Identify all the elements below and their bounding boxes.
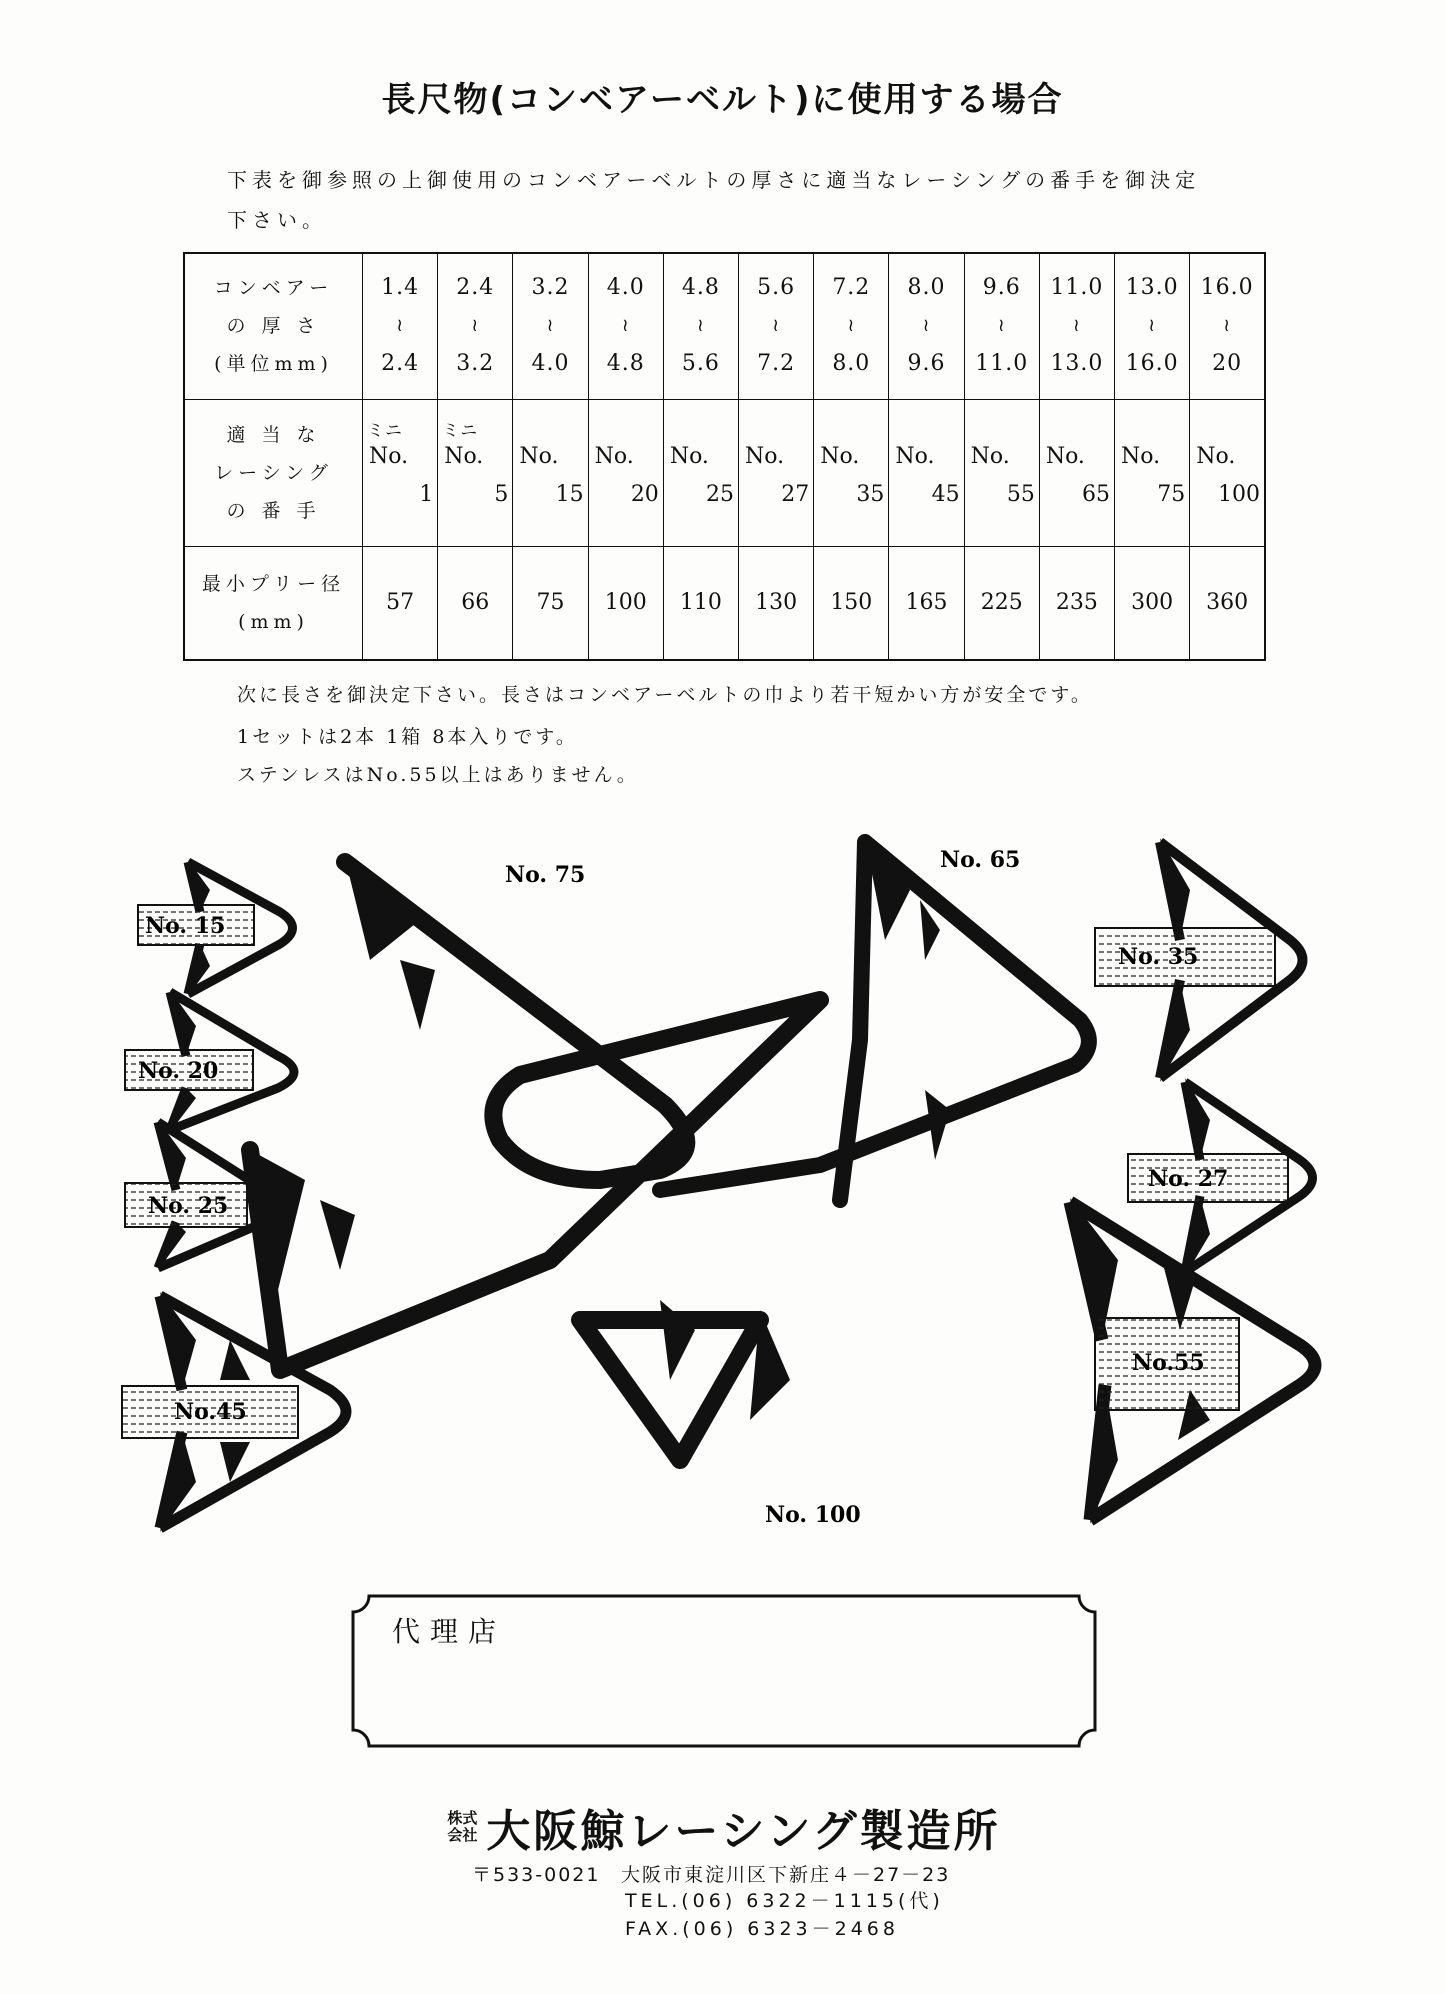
lacing-label-no55: No.55 xyxy=(1132,1350,1205,1376)
min-pulley-diameter: 235 xyxy=(1039,546,1114,660)
lacing-label-no27: No. 27 xyxy=(1148,1166,1229,1192)
lacing-number: 1 xyxy=(419,481,434,507)
thickness-header-line: の 厚 さ xyxy=(226,315,321,338)
thickness-from: 13.0 xyxy=(1125,275,1179,301)
lacing-no-prefix: No. xyxy=(369,443,409,469)
lacing-no-prefix: No. xyxy=(820,443,860,469)
lacing-label-no35: No. 35 xyxy=(1118,944,1199,970)
note-stainless: ステンレスはNo.55以上はありません。 xyxy=(237,764,639,786)
thickness-from: 16.0 xyxy=(1200,275,1254,301)
thickness-range-cell xyxy=(739,253,814,399)
thickness-to: 4.0 xyxy=(531,351,570,377)
lacing-number-box xyxy=(739,400,813,546)
lacing-number: 75 xyxy=(1157,481,1186,507)
lacing-mini: ミニ xyxy=(442,420,479,441)
min-pulley-diameter: 75 xyxy=(513,546,588,660)
range-tilde: ≀ xyxy=(396,315,404,337)
postal-code: 〒533-0021 xyxy=(472,1864,601,1886)
lacing-label-no45: No.45 xyxy=(174,1399,247,1425)
thickness-to: 5.6 xyxy=(681,351,720,377)
lacing-number-box xyxy=(1190,400,1264,546)
thickness-from: 4.8 xyxy=(681,275,720,301)
lacing-number-box xyxy=(363,400,437,546)
agent-label: 代理店 xyxy=(392,1615,507,1648)
thickness-to: 8.0 xyxy=(832,351,871,377)
thickness-range-cell xyxy=(964,253,1039,399)
min-pulley-diameter: 300 xyxy=(1115,546,1190,660)
thickness-from: 7.2 xyxy=(832,275,871,301)
lacing-number: 55 xyxy=(1006,481,1035,507)
lacing-number-box xyxy=(438,400,512,546)
lacing-number: 27 xyxy=(781,481,810,507)
min-pulley-diameter: 130 xyxy=(739,546,814,660)
lacing-no-prefix: No. xyxy=(669,443,709,469)
lacing-number-cell xyxy=(889,399,964,546)
intro-text xyxy=(227,160,1227,240)
pulley-header-line: 最小プリー径 xyxy=(201,572,346,595)
thickness-from: 4.0 xyxy=(606,275,645,301)
range-tilde: ≀ xyxy=(1148,315,1156,337)
lacing-label-no20: No. 20 xyxy=(138,1058,219,1084)
lacing-header-line: レーシング xyxy=(214,461,333,484)
lacing-number-box xyxy=(589,400,663,546)
thickness-header-line: (単位mm) xyxy=(214,353,333,376)
min-pulley-diameter: 66 xyxy=(438,546,513,660)
fax: FAX.(06) 6323－2468 xyxy=(625,1918,899,1940)
lacing-no-prefix: No. xyxy=(1121,443,1161,469)
thickness-from: 2.4 xyxy=(456,275,495,301)
range-tilde: ≀ xyxy=(847,315,856,337)
range-tilde: ≀ xyxy=(697,315,705,337)
min-pulley-diameter: 110 xyxy=(663,546,738,660)
range-tilde: ≀ xyxy=(1223,315,1231,337)
pulley-header xyxy=(184,546,363,660)
pulley-header-line: (mm) xyxy=(238,610,309,633)
lacing-number: 15 xyxy=(555,481,584,507)
lacing-number-box xyxy=(889,400,963,546)
thickness-from: 3.2 xyxy=(531,275,570,301)
lacing-number-box xyxy=(513,400,587,546)
lacing-no15 xyxy=(138,860,293,996)
thickness-row xyxy=(184,253,1265,399)
lacing-no35 xyxy=(1095,838,1303,1082)
range-tilde: ≀ xyxy=(1073,315,1081,337)
lacing-number-cell xyxy=(739,399,814,546)
lacing-mini: ミニ xyxy=(367,420,403,441)
lacing-number-cell xyxy=(588,399,663,546)
company-type-line: 会社 xyxy=(447,1826,478,1844)
lacing-row xyxy=(184,399,1265,546)
lacing-number-box xyxy=(1040,400,1114,546)
lacing-number-cell xyxy=(964,399,1039,546)
thickness-range-cell xyxy=(1190,253,1265,399)
lacing-no-prefix: No. xyxy=(895,443,935,469)
lacing-number-box xyxy=(1115,400,1189,546)
lacing-number: 5 xyxy=(494,481,509,507)
lacing-number: 35 xyxy=(856,481,885,507)
lacing-label-no65: No. 65 xyxy=(940,847,1021,873)
lacing-no20 xyxy=(125,990,294,1132)
min-pulley-diameter: 225 xyxy=(964,546,1039,660)
intro-line-1: 下表を御参照の上御使用のコンベアーベルトの厚さに適当なレーシングの番手を御決定 xyxy=(227,168,1201,192)
thickness-range-cell xyxy=(814,253,889,399)
lacing-no-prefix: No. xyxy=(970,443,1010,469)
lacing-header xyxy=(184,399,363,546)
thickness-range-cell xyxy=(513,253,588,399)
thickness-to: 16.0 xyxy=(1125,351,1179,377)
range-tilde: ≀ xyxy=(997,315,1006,337)
thickness-range-cell xyxy=(663,253,738,399)
pulley-row xyxy=(184,546,1265,660)
lacing-number: 45 xyxy=(931,481,960,507)
thickness-to: 4.8 xyxy=(606,351,645,377)
note-set: 1セットは2本 1箱 8本入りです。 xyxy=(237,726,578,748)
intro-line-2: 下さい。 xyxy=(227,208,327,232)
company-name xyxy=(0,1795,1445,1859)
lacing-number: 100 xyxy=(1218,481,1260,507)
lacing-no-prefix: No. xyxy=(444,443,484,469)
lacing-number: 65 xyxy=(1082,481,1111,507)
thickness-from: 11.0 xyxy=(1050,275,1104,301)
min-pulley-diameter: 150 xyxy=(814,546,889,660)
street-address: 大阪市東淀川区下新庄４－27－23 xyxy=(621,1864,951,1886)
lacing-label-no100: No. 100 xyxy=(765,1502,861,1528)
lacing-number-cell xyxy=(363,399,438,546)
thickness-from: 5.6 xyxy=(757,275,796,301)
company-type xyxy=(444,1810,480,1844)
lacing-no-prefix: No. xyxy=(519,443,559,469)
thickness-from: 8.0 xyxy=(907,275,946,301)
thickness-range-cell xyxy=(1039,253,1114,399)
thickness-from: 9.6 xyxy=(982,275,1021,301)
lacing-number-cell xyxy=(1190,399,1265,546)
company-title: 大阪鯨レーシング製造所 xyxy=(486,1806,1001,1857)
lacing-number-cell xyxy=(438,399,513,546)
range-tilde: ≀ xyxy=(546,315,555,337)
thickness-to: 20 xyxy=(1212,351,1243,377)
lacing-number-cell xyxy=(1115,399,1190,546)
page-title: 長尺物(コンベアーベルト)に使用する場合 xyxy=(381,80,1064,120)
lacing-no-prefix: No. xyxy=(745,443,785,469)
range-tilde: ≀ xyxy=(922,315,931,337)
lacing-no-prefix: No. xyxy=(594,443,634,469)
range-tilde: ≀ xyxy=(471,315,480,337)
thickness-to: 2.4 xyxy=(381,351,420,377)
lacing-header-line: 適 当 な xyxy=(226,423,321,446)
min-pulley-diameter: 100 xyxy=(588,546,663,660)
thickness-header xyxy=(184,253,363,399)
lacing-number-cell xyxy=(513,399,588,546)
range-tilde: ≀ xyxy=(772,315,780,337)
thickness-to: 7.2 xyxy=(757,351,796,377)
min-pulley-diameter: 57 xyxy=(363,546,438,660)
thickness-range-cell xyxy=(588,253,663,399)
lacing-no45 xyxy=(122,1292,346,1532)
lacing-number-cell xyxy=(1039,399,1114,546)
lacing-number-box xyxy=(664,400,738,546)
lacing-number: 25 xyxy=(706,481,735,507)
lacing-no-prefix: No. xyxy=(1196,443,1236,469)
range-tilde: ≀ xyxy=(621,315,630,337)
lacing-number-cell xyxy=(814,399,889,546)
thickness-range-cell xyxy=(363,253,438,399)
lacing-illustrations xyxy=(100,820,1340,1550)
lacing-selection-table xyxy=(183,252,1266,661)
note-length: 次に長さを御決定下さい。長さはコンベアーベルトの巾より若干短かい方が安全です。 xyxy=(237,684,1093,706)
thickness-range-cell xyxy=(889,253,964,399)
lacing-label-no75: No. 75 xyxy=(505,862,586,888)
thickness-range-cell xyxy=(438,253,513,399)
min-pulley-diameter: 165 xyxy=(889,546,964,660)
thickness-to: 13.0 xyxy=(1050,351,1104,377)
lacing-header-line: の 番 手 xyxy=(226,499,321,522)
thickness-to: 3.2 xyxy=(456,351,495,377)
min-pulley-diameter: 360 xyxy=(1190,546,1265,660)
lacing-number-box xyxy=(965,400,1039,546)
lacing-number: 20 xyxy=(630,481,659,507)
lacing-number-box xyxy=(814,400,888,546)
lacing-number-cell xyxy=(663,399,738,546)
lacing-no-prefix: No. xyxy=(1045,443,1085,469)
thickness-to: 9.6 xyxy=(907,351,946,377)
telephone: TEL.(06) 6322－1115(代) xyxy=(625,1890,944,1912)
thickness-header-line: コンベアー xyxy=(213,277,334,300)
lacing-label-no15: No. 15 xyxy=(145,913,226,939)
company-type-line: 株式 xyxy=(447,1809,478,1827)
thickness-to: 11.0 xyxy=(975,351,1029,377)
lacing-no27 xyxy=(1128,1078,1313,1276)
lacing-label-no25: No. 25 xyxy=(148,1193,229,1219)
thickness-range-cell xyxy=(1115,253,1190,399)
thickness-from: 1.4 xyxy=(381,275,420,301)
